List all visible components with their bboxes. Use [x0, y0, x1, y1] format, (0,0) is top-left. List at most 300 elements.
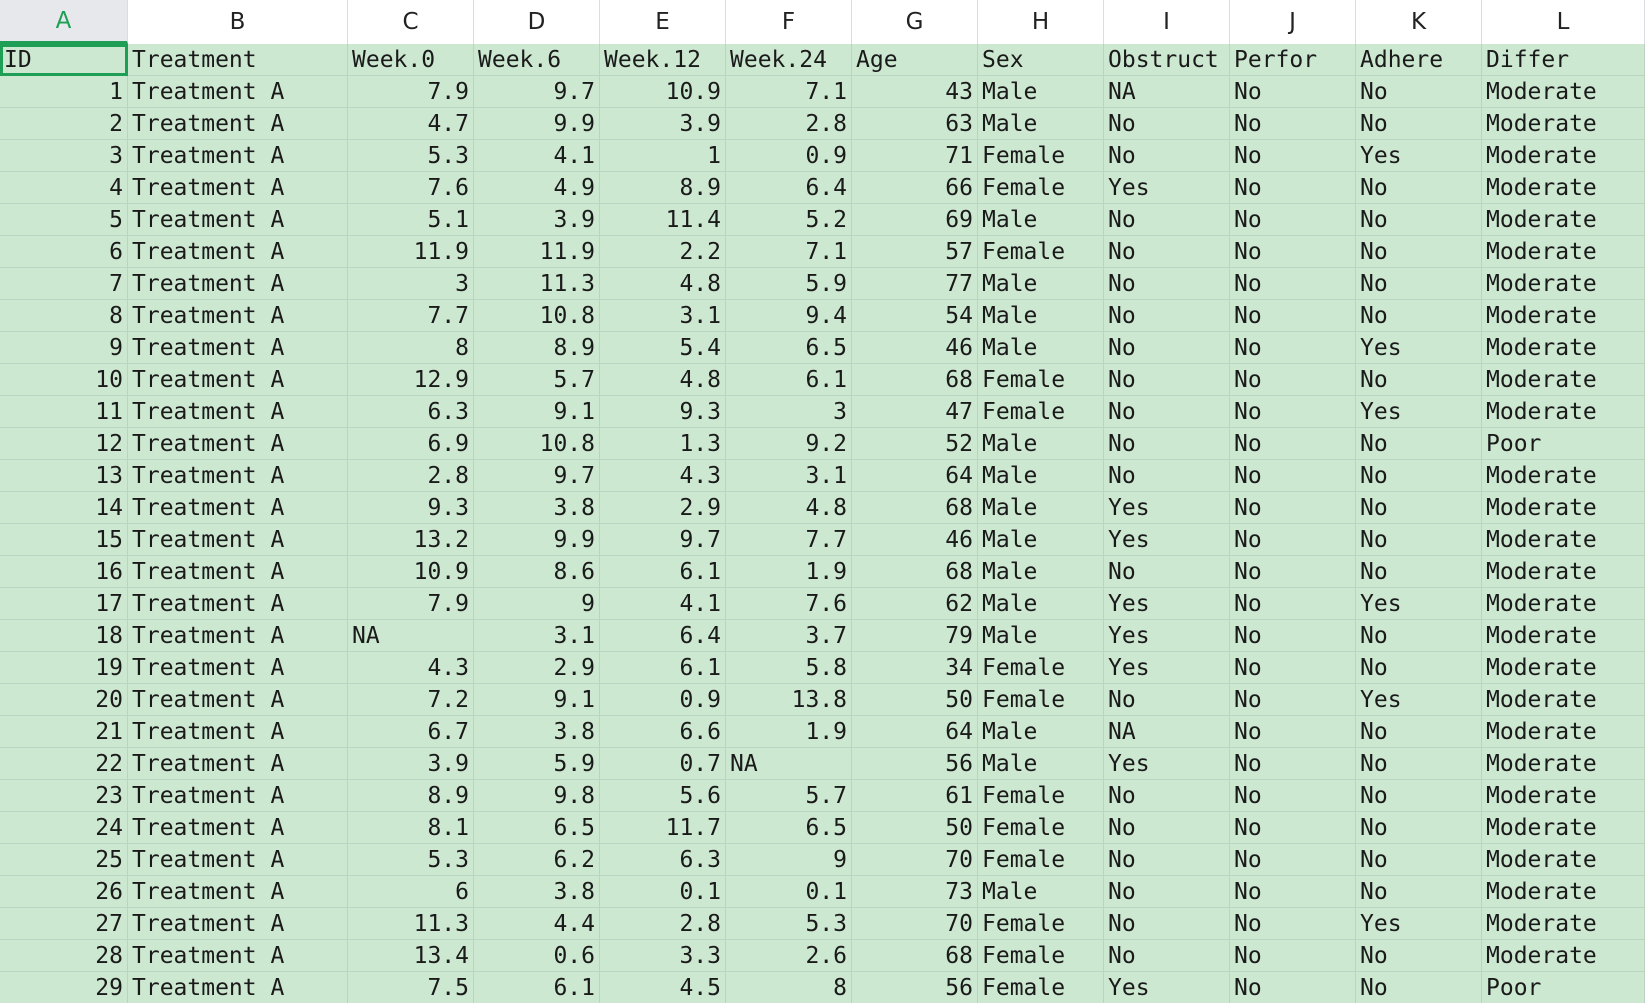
table-cell[interactable]: 2.9: [600, 492, 726, 524]
column-header-l[interactable]: L: [1482, 0, 1645, 44]
table-cell[interactable]: 46: [852, 332, 978, 364]
table-cell[interactable]: 20: [0, 684, 128, 716]
table-cell[interactable]: 4.1: [600, 588, 726, 620]
table-cell[interactable]: 6.7: [348, 716, 474, 748]
table-cell[interactable]: 5.9: [726, 268, 852, 300]
table-cell[interactable]: No: [1356, 492, 1482, 524]
table-cell[interactable]: 5.6: [600, 780, 726, 812]
table-cell[interactable]: 17: [0, 588, 128, 620]
table-cell[interactable]: 3.8: [474, 876, 600, 908]
table-cell[interactable]: Male: [978, 876, 1104, 908]
table-cell[interactable]: 9.7: [474, 460, 600, 492]
table-cell[interactable]: 9.1: [474, 684, 600, 716]
table-cell[interactable]: Male: [978, 620, 1104, 652]
table-cell[interactable]: 4.9: [474, 172, 600, 204]
table-cell[interactable]: 9.7: [600, 524, 726, 556]
table-cell[interactable]: No: [1230, 396, 1356, 428]
table-cell[interactable]: Male: [978, 556, 1104, 588]
table-cell[interactable]: No: [1356, 524, 1482, 556]
table-cell[interactable]: Yes: [1104, 748, 1230, 780]
table-cell[interactable]: 2.8: [600, 908, 726, 940]
table-cell[interactable]: No: [1356, 300, 1482, 332]
table-cell[interactable]: No: [1356, 460, 1482, 492]
table-cell[interactable]: No: [1230, 76, 1356, 108]
table-cell[interactable]: Yes: [1104, 620, 1230, 652]
table-cell[interactable]: 7: [0, 268, 128, 300]
table-cell[interactable]: Treatment A: [128, 524, 348, 556]
table-cell[interactable]: 9.1: [474, 396, 600, 428]
table-cell[interactable]: No: [1230, 492, 1356, 524]
table-cell[interactable]: 73: [852, 876, 978, 908]
table-cell[interactable]: 2.6: [726, 940, 852, 972]
table-cell[interactable]: 0.9: [726, 140, 852, 172]
table-cell[interactable]: 8.9: [600, 172, 726, 204]
table-cell[interactable]: 6: [0, 236, 128, 268]
table-cell[interactable]: 8: [0, 300, 128, 332]
table-cell[interactable]: 2.2: [600, 236, 726, 268]
table-cell[interactable]: 3: [0, 140, 128, 172]
table-cell[interactable]: Moderate: [1482, 940, 1645, 972]
table-cell[interactable]: 22: [0, 748, 128, 780]
table-cell[interactable]: 7.6: [348, 172, 474, 204]
table-cell[interactable]: 3.8: [474, 716, 600, 748]
table-cell[interactable]: Moderate: [1482, 524, 1645, 556]
table-cell[interactable]: No: [1230, 812, 1356, 844]
table-cell[interactable]: 3.1: [474, 620, 600, 652]
table-cell[interactable]: Treatment A: [128, 876, 348, 908]
table-cell[interactable]: 9.3: [348, 492, 474, 524]
table-cell[interactable]: Treatment A: [128, 364, 348, 396]
table-cell[interactable]: Poor: [1482, 428, 1645, 460]
table-cell[interactable]: 6.3: [348, 396, 474, 428]
table-cell[interactable]: No: [1230, 588, 1356, 620]
table-cell[interactable]: Treatment A: [128, 236, 348, 268]
table-cell[interactable]: 24: [0, 812, 128, 844]
table-cell[interactable]: 7.9: [348, 588, 474, 620]
table-cell[interactable]: No: [1104, 876, 1230, 908]
table-cell[interactable]: 0.1: [726, 876, 852, 908]
table-cell[interactable]: 1.9: [726, 556, 852, 588]
table-cell[interactable]: Treatment A: [128, 76, 348, 108]
table-cell[interactable]: Male: [978, 332, 1104, 364]
header-cell-a[interactable]: ID: [0, 44, 128, 76]
column-header-d[interactable]: D: [474, 0, 600, 44]
table-cell[interactable]: No: [1356, 108, 1482, 140]
table-cell[interactable]: 8.9: [474, 332, 600, 364]
table-cell[interactable]: 0.7: [600, 748, 726, 780]
table-cell[interactable]: No: [1356, 876, 1482, 908]
table-cell[interactable]: 10: [0, 364, 128, 396]
table-cell[interactable]: Treatment A: [128, 652, 348, 684]
table-cell[interactable]: Treatment A: [128, 684, 348, 716]
table-cell[interactable]: 8.1: [348, 812, 474, 844]
table-cell[interactable]: No: [1356, 172, 1482, 204]
table-cell[interactable]: 56: [852, 748, 978, 780]
table-cell[interactable]: No: [1104, 908, 1230, 940]
table-cell[interactable]: Moderate: [1482, 332, 1645, 364]
table-cell[interactable]: 52: [852, 428, 978, 460]
table-cell[interactable]: 1: [0, 76, 128, 108]
table-cell[interactable]: 61: [852, 780, 978, 812]
table-cell[interactable]: No: [1356, 204, 1482, 236]
table-cell[interactable]: No: [1356, 428, 1482, 460]
table-cell[interactable]: 2.8: [726, 108, 852, 140]
table-cell[interactable]: No: [1356, 780, 1482, 812]
table-cell[interactable]: No: [1104, 396, 1230, 428]
table-cell[interactable]: No: [1104, 684, 1230, 716]
header-cell-g[interactable]: Age: [852, 44, 978, 76]
table-cell[interactable]: Female: [978, 812, 1104, 844]
table-cell[interactable]: No: [1104, 300, 1230, 332]
table-cell[interactable]: No: [1230, 876, 1356, 908]
table-cell[interactable]: No: [1230, 844, 1356, 876]
header-cell-c[interactable]: Week.0: [348, 44, 474, 76]
table-cell[interactable]: Male: [978, 460, 1104, 492]
table-cell[interactable]: No: [1230, 972, 1356, 1003]
column-header-c[interactable]: C: [348, 0, 474, 44]
table-cell[interactable]: 28: [0, 940, 128, 972]
table-cell[interactable]: NA: [1104, 76, 1230, 108]
table-cell[interactable]: 11.9: [348, 236, 474, 268]
table-cell[interactable]: 66: [852, 172, 978, 204]
table-cell[interactable]: No: [1104, 556, 1230, 588]
table-cell[interactable]: 9: [474, 588, 600, 620]
table-cell[interactable]: No: [1104, 780, 1230, 812]
table-cell[interactable]: Moderate: [1482, 300, 1645, 332]
table-cell[interactable]: Yes: [1356, 588, 1482, 620]
table-cell[interactable]: Treatment A: [128, 428, 348, 460]
header-cell-h[interactable]: Sex: [978, 44, 1104, 76]
table-cell[interactable]: No: [1230, 332, 1356, 364]
table-cell[interactable]: 14: [0, 492, 128, 524]
table-cell[interactable]: No: [1230, 428, 1356, 460]
table-cell[interactable]: 7.9: [348, 76, 474, 108]
table-cell[interactable]: 9.8: [474, 780, 600, 812]
table-cell[interactable]: No: [1104, 460, 1230, 492]
table-cell[interactable]: 6.5: [726, 812, 852, 844]
table-cell[interactable]: No: [1356, 236, 1482, 268]
table-cell[interactable]: 7.5: [348, 972, 474, 1003]
table-cell[interactable]: No: [1230, 300, 1356, 332]
table-cell[interactable]: 6.6: [600, 716, 726, 748]
table-cell[interactable]: Moderate: [1482, 76, 1645, 108]
table-cell[interactable]: 50: [852, 684, 978, 716]
table-cell[interactable]: Treatment A: [128, 268, 348, 300]
table-cell[interactable]: 9: [0, 332, 128, 364]
header-cell-b[interactable]: Treatment: [128, 44, 348, 76]
table-cell[interactable]: No: [1356, 972, 1482, 1003]
header-cell-e[interactable]: Week.12: [600, 44, 726, 76]
table-cell[interactable]: No: [1230, 780, 1356, 812]
table-cell[interactable]: 6.2: [474, 844, 600, 876]
table-cell[interactable]: Treatment A: [128, 620, 348, 652]
table-cell[interactable]: Female: [978, 652, 1104, 684]
header-cell-d[interactable]: Week.6: [474, 44, 600, 76]
table-cell[interactable]: 11.9: [474, 236, 600, 268]
table-cell[interactable]: 11.4: [600, 204, 726, 236]
table-cell[interactable]: No: [1230, 268, 1356, 300]
table-cell[interactable]: 25: [0, 844, 128, 876]
table-cell[interactable]: 6.5: [474, 812, 600, 844]
table-cell[interactable]: 6.4: [726, 172, 852, 204]
column-header-f[interactable]: F: [726, 0, 852, 44]
table-cell[interactable]: No: [1230, 716, 1356, 748]
table-cell[interactable]: 70: [852, 908, 978, 940]
table-cell[interactable]: 43: [852, 76, 978, 108]
table-cell[interactable]: 3.1: [600, 300, 726, 332]
table-cell[interactable]: 6.4: [600, 620, 726, 652]
table-cell[interactable]: 16: [0, 556, 128, 588]
table-cell[interactable]: Yes: [1104, 492, 1230, 524]
table-cell[interactable]: 1.3: [600, 428, 726, 460]
table-cell[interactable]: No: [1356, 812, 1482, 844]
table-cell[interactable]: 7.1: [726, 76, 852, 108]
table-cell[interactable]: 6.1: [600, 556, 726, 588]
column-header-h[interactable]: H: [978, 0, 1104, 44]
table-cell[interactable]: 5: [0, 204, 128, 236]
table-cell[interactable]: Moderate: [1482, 172, 1645, 204]
column-header-k[interactable]: K: [1356, 0, 1482, 44]
table-cell[interactable]: Moderate: [1482, 748, 1645, 780]
table-cell[interactable]: Treatment A: [128, 748, 348, 780]
table-cell[interactable]: NA: [726, 748, 852, 780]
table-cell[interactable]: No: [1356, 844, 1482, 876]
table-cell[interactable]: 54: [852, 300, 978, 332]
column-header-j[interactable]: J: [1230, 0, 1356, 44]
table-cell[interactable]: 3: [348, 268, 474, 300]
table-cell[interactable]: 4.3: [600, 460, 726, 492]
table-cell[interactable]: 5.4: [600, 332, 726, 364]
table-cell[interactable]: 10.9: [600, 76, 726, 108]
table-cell[interactable]: 57: [852, 236, 978, 268]
table-cell[interactable]: No: [1104, 940, 1230, 972]
table-cell[interactable]: 5.3: [348, 140, 474, 172]
column-header-e[interactable]: E: [600, 0, 726, 44]
table-cell[interactable]: 12.9: [348, 364, 474, 396]
table-cell[interactable]: No: [1356, 364, 1482, 396]
header-cell-j[interactable]: Perfor: [1230, 44, 1356, 76]
table-cell[interactable]: No: [1230, 684, 1356, 716]
table-cell[interactable]: NA: [1104, 716, 1230, 748]
table-cell[interactable]: 11.3: [474, 268, 600, 300]
table-cell[interactable]: Male: [978, 524, 1104, 556]
table-cell[interactable]: 10.8: [474, 428, 600, 460]
table-cell[interactable]: 5.3: [348, 844, 474, 876]
table-cell[interactable]: Female: [978, 908, 1104, 940]
table-cell[interactable]: Moderate: [1482, 620, 1645, 652]
table-cell[interactable]: 4: [0, 172, 128, 204]
table-cell[interactable]: No: [1104, 812, 1230, 844]
table-cell[interactable]: 70: [852, 844, 978, 876]
table-cell[interactable]: Male: [978, 588, 1104, 620]
table-cell[interactable]: Treatment A: [128, 780, 348, 812]
column-header-a[interactable]: A: [0, 0, 128, 44]
table-cell[interactable]: 4.3: [348, 652, 474, 684]
table-cell[interactable]: 4.8: [600, 268, 726, 300]
table-cell[interactable]: Female: [978, 364, 1104, 396]
table-cell[interactable]: 9.9: [474, 524, 600, 556]
table-cell[interactable]: Treatment A: [128, 204, 348, 236]
table-cell[interactable]: No: [1230, 524, 1356, 556]
table-cell[interactable]: No: [1356, 652, 1482, 684]
header-cell-k[interactable]: Adhere: [1356, 44, 1482, 76]
table-cell[interactable]: 3.3: [600, 940, 726, 972]
table-cell[interactable]: Treatment A: [128, 972, 348, 1003]
table-cell[interactable]: 9.4: [726, 300, 852, 332]
table-cell[interactable]: No: [1230, 108, 1356, 140]
table-cell[interactable]: Moderate: [1482, 140, 1645, 172]
table-cell[interactable]: No: [1230, 940, 1356, 972]
table-cell[interactable]: 68: [852, 940, 978, 972]
column-header-g[interactable]: G: [852, 0, 978, 44]
table-cell[interactable]: 13.4: [348, 940, 474, 972]
table-cell[interactable]: 23: [0, 780, 128, 812]
table-cell[interactable]: 77: [852, 268, 978, 300]
table-cell[interactable]: 5.9: [474, 748, 600, 780]
table-cell[interactable]: Yes: [1356, 396, 1482, 428]
table-cell[interactable]: Treatment A: [128, 556, 348, 588]
table-cell[interactable]: Female: [978, 940, 1104, 972]
table-cell[interactable]: No: [1356, 76, 1482, 108]
table-cell[interactable]: 7.2: [348, 684, 474, 716]
table-cell[interactable]: 11: [0, 396, 128, 428]
table-cell[interactable]: No: [1104, 844, 1230, 876]
table-cell[interactable]: Moderate: [1482, 364, 1645, 396]
table-cell[interactable]: 21: [0, 716, 128, 748]
table-cell[interactable]: 4.5: [600, 972, 726, 1003]
table-cell[interactable]: Moderate: [1482, 492, 1645, 524]
table-cell[interactable]: Female: [978, 396, 1104, 428]
table-cell[interactable]: 3.9: [348, 748, 474, 780]
table-cell[interactable]: 0.6: [474, 940, 600, 972]
table-cell[interactable]: Yes: [1356, 140, 1482, 172]
table-cell[interactable]: No: [1104, 364, 1230, 396]
table-cell[interactable]: 2.9: [474, 652, 600, 684]
table-cell[interactable]: Yes: [1104, 524, 1230, 556]
table-cell[interactable]: 1.9: [726, 716, 852, 748]
table-cell[interactable]: 29: [0, 972, 128, 1003]
table-cell[interactable]: Male: [978, 268, 1104, 300]
table-cell[interactable]: 1: [600, 140, 726, 172]
table-cell[interactable]: 0.9: [600, 684, 726, 716]
table-cell[interactable]: 5.3: [726, 908, 852, 940]
table-cell[interactable]: 64: [852, 460, 978, 492]
table-cell[interactable]: 50: [852, 812, 978, 844]
table-cell[interactable]: Female: [978, 844, 1104, 876]
table-cell[interactable]: No: [1230, 908, 1356, 940]
table-cell[interactable]: Treatment A: [128, 460, 348, 492]
table-cell[interactable]: 9.3: [600, 396, 726, 428]
column-header-b[interactable]: B: [128, 0, 348, 44]
table-cell[interactable]: Treatment A: [128, 140, 348, 172]
table-cell[interactable]: 9.2: [726, 428, 852, 460]
table-cell[interactable]: 11.7: [600, 812, 726, 844]
table-cell[interactable]: 6: [348, 876, 474, 908]
table-cell[interactable]: 2.8: [348, 460, 474, 492]
table-cell[interactable]: 5.1: [348, 204, 474, 236]
table-cell[interactable]: No: [1230, 556, 1356, 588]
table-cell[interactable]: 46: [852, 524, 978, 556]
table-cell[interactable]: Female: [978, 780, 1104, 812]
table-cell[interactable]: 3.1: [726, 460, 852, 492]
table-cell[interactable]: Yes: [1104, 172, 1230, 204]
table-cell[interactable]: No: [1230, 652, 1356, 684]
table-cell[interactable]: No: [1230, 204, 1356, 236]
table-cell[interactable]: Moderate: [1482, 556, 1645, 588]
table-cell[interactable]: 5.7: [474, 364, 600, 396]
table-cell[interactable]: 68: [852, 556, 978, 588]
table-cell[interactable]: 5.8: [726, 652, 852, 684]
table-cell[interactable]: Treatment A: [128, 492, 348, 524]
header-cell-i[interactable]: Obstruct: [1104, 44, 1230, 76]
table-cell[interactable]: Moderate: [1482, 844, 1645, 876]
table-cell[interactable]: Yes: [1356, 908, 1482, 940]
table-cell[interactable]: Yes: [1104, 972, 1230, 1003]
table-cell[interactable]: No: [1104, 268, 1230, 300]
table-cell[interactable]: 18: [0, 620, 128, 652]
table-cell[interactable]: 63: [852, 108, 978, 140]
table-cell[interactable]: Male: [978, 108, 1104, 140]
table-cell[interactable]: No: [1230, 748, 1356, 780]
table-cell[interactable]: 9: [726, 844, 852, 876]
table-cell[interactable]: NA: [348, 620, 474, 652]
table-cell[interactable]: 4.1: [474, 140, 600, 172]
table-cell[interactable]: 26: [0, 876, 128, 908]
table-cell[interactable]: No: [1104, 332, 1230, 364]
table-cell[interactable]: 10.8: [474, 300, 600, 332]
table-cell[interactable]: 8.9: [348, 780, 474, 812]
table-cell[interactable]: Moderate: [1482, 812, 1645, 844]
table-cell[interactable]: Yes: [1104, 588, 1230, 620]
table-cell[interactable]: Moderate: [1482, 684, 1645, 716]
table-cell[interactable]: 3.7: [726, 620, 852, 652]
table-cell[interactable]: Yes: [1104, 652, 1230, 684]
table-cell[interactable]: Female: [978, 684, 1104, 716]
table-cell[interactable]: 7.6: [726, 588, 852, 620]
table-cell[interactable]: Treatment A: [128, 844, 348, 876]
table-cell[interactable]: 8: [348, 332, 474, 364]
table-cell[interactable]: 11.3: [348, 908, 474, 940]
table-cell[interactable]: 13.8: [726, 684, 852, 716]
table-cell[interactable]: Female: [978, 172, 1104, 204]
table-cell[interactable]: 15: [0, 524, 128, 556]
table-cell[interactable]: 34: [852, 652, 978, 684]
table-cell[interactable]: No: [1230, 236, 1356, 268]
column-header-i[interactable]: I: [1104, 0, 1230, 44]
table-cell[interactable]: Treatment A: [128, 396, 348, 428]
table-cell[interactable]: No: [1230, 364, 1356, 396]
table-cell[interactable]: 10.9: [348, 556, 474, 588]
table-cell[interactable]: 6.1: [726, 364, 852, 396]
table-cell[interactable]: Treatment A: [128, 108, 348, 140]
table-cell[interactable]: Yes: [1356, 684, 1482, 716]
table-cell[interactable]: Male: [978, 492, 1104, 524]
table-cell[interactable]: Treatment A: [128, 172, 348, 204]
table-cell[interactable]: 6.9: [348, 428, 474, 460]
table-cell[interactable]: 3.8: [474, 492, 600, 524]
table-cell[interactable]: Male: [978, 748, 1104, 780]
table-cell[interactable]: No: [1230, 460, 1356, 492]
table-cell[interactable]: Female: [978, 236, 1104, 268]
table-cell[interactable]: 9.9: [474, 108, 600, 140]
table-cell[interactable]: 19: [0, 652, 128, 684]
table-cell[interactable]: 4.7: [348, 108, 474, 140]
table-cell[interactable]: 3: [726, 396, 852, 428]
table-cell[interactable]: 6.1: [474, 972, 600, 1003]
table-cell[interactable]: Male: [978, 428, 1104, 460]
table-cell[interactable]: 56: [852, 972, 978, 1003]
table-cell[interactable]: No: [1356, 620, 1482, 652]
